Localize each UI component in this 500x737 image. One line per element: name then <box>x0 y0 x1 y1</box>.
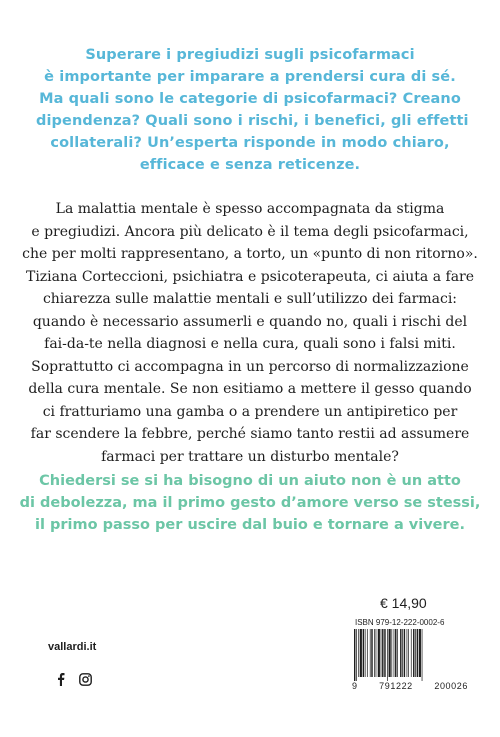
barcode-bar <box>417 629 418 677</box>
intro-line: Superare i pregiudizi sugli psicofarmaci <box>85 47 415 63</box>
barcode-bar <box>356 629 357 681</box>
body-line: fai-da-te nella diagnosi e nella cura, quali sono i falsi miti. <box>44 336 456 352</box>
body-line: quando è necessario assumerli e quando no, quali i rischi del <box>32 313 468 330</box>
barcode-bar <box>407 629 408 677</box>
barcode-bar <box>365 629 366 677</box>
barcode-digit-group: 200026 <box>434 681 468 691</box>
book-description <box>0 198 500 468</box>
intro-line: dipendenza? Quali sono i rischi, i benefici, gli effetti <box>36 113 469 129</box>
intro-line: collaterali? Un’esperta risponde in modo chiaro, <box>50 135 450 151</box>
barcode-bar <box>411 629 412 677</box>
barcode-bar <box>408 629 409 677</box>
barcode <box>352 629 468 681</box>
intro-line: Ma quali sono le categorie di psicofarmaci? Creano <box>39 91 461 107</box>
body-line: e pregiudizi. Ancora più delicato è il tema degli psicofarmaci, <box>31 223 469 240</box>
barcode-bar <box>367 629 368 677</box>
intro-blurb <box>36 44 469 176</box>
isbn: ISBN 979-12-222-0002-6 <box>355 618 445 627</box>
body-line: chiarezza sulle malattie mentali e sull’utilizzo dei farmaci: <box>42 291 458 307</box>
barcode-bar <box>404 629 405 677</box>
body-line: ci fratturiamo una gamba o a prendere un antipiretico per <box>42 403 458 420</box>
barcode-bar <box>360 629 362 677</box>
barcode-bar <box>374 629 375 677</box>
barcode-bar <box>376 629 377 677</box>
barcode-bar <box>394 629 395 677</box>
barcode-bar <box>382 629 383 677</box>
barcode-bar <box>391 629 392 677</box>
barcode-bar <box>358 629 359 677</box>
barcode-bar <box>384 629 385 677</box>
barcode-bar <box>397 629 398 677</box>
barcode-bar <box>415 629 416 677</box>
body-line: della cura mentale. Se non esitiamo a mettere il gesso quando <box>28 381 472 397</box>
barcode-bar <box>354 629 355 681</box>
barcode-digit-group: 791222 <box>379 681 413 691</box>
barcode-bar <box>371 629 372 677</box>
barcode-bar <box>381 629 382 677</box>
barcode-bar <box>378 629 380 677</box>
body-line: Soprattutto ci accompagna in un percorso di normalizzazione <box>31 358 469 375</box>
social-links <box>56 672 92 686</box>
barcode-bar <box>422 629 423 681</box>
body-line: far scendere la febbre, perché siamo tanto restii ad assumere <box>30 426 470 442</box>
barcode-bar <box>413 629 414 677</box>
barcode-digits <box>352 681 468 691</box>
barcode-bar <box>395 629 396 677</box>
quote-line: Chiedersi se si ha bisogno di un aiuto non è un atto <box>39 473 461 489</box>
barcode-bar <box>400 629 401 677</box>
barcode-bar <box>389 629 391 677</box>
body-line: farmaci per trattare un disturbo mentale? <box>101 448 399 465</box>
barcode-bar <box>363 629 364 677</box>
body-line: che per molti rappresentano, a torto, un «punto di non ritorno». <box>22 246 478 262</box>
barcode-bar <box>419 629 421 677</box>
quote-line: il primo passo per uscire dal buio e tornare a vivere. <box>35 517 465 533</box>
barcode-bar <box>387 629 388 681</box>
body-line: La malattia mentale è spesso accompagnata da stigma <box>55 201 445 217</box>
body-line: Tiziana Corteccioni, psichiatra e psicoterapeuta, ci aiuta a fare <box>25 268 475 285</box>
barcode-bar <box>402 629 403 677</box>
publisher-website[interactable]: vallardi.it <box>48 641 97 653</box>
barcode-bar <box>370 629 371 677</box>
barcode-digit-group: 9 <box>352 681 358 691</box>
quote-line: di debolezza, ma il primo gesto d’amore verso se stessi, <box>19 495 481 511</box>
facebook-icon[interactable] <box>56 672 65 686</box>
price: € 14,90 <box>380 595 427 611</box>
pull-quote <box>0 470 500 536</box>
instagram-icon[interactable] <box>79 673 92 686</box>
intro-line: efficace e senza reticenze. <box>139 157 361 173</box>
intro-line: è importante per imparare a prendersi cura di sé. <box>44 69 456 85</box>
